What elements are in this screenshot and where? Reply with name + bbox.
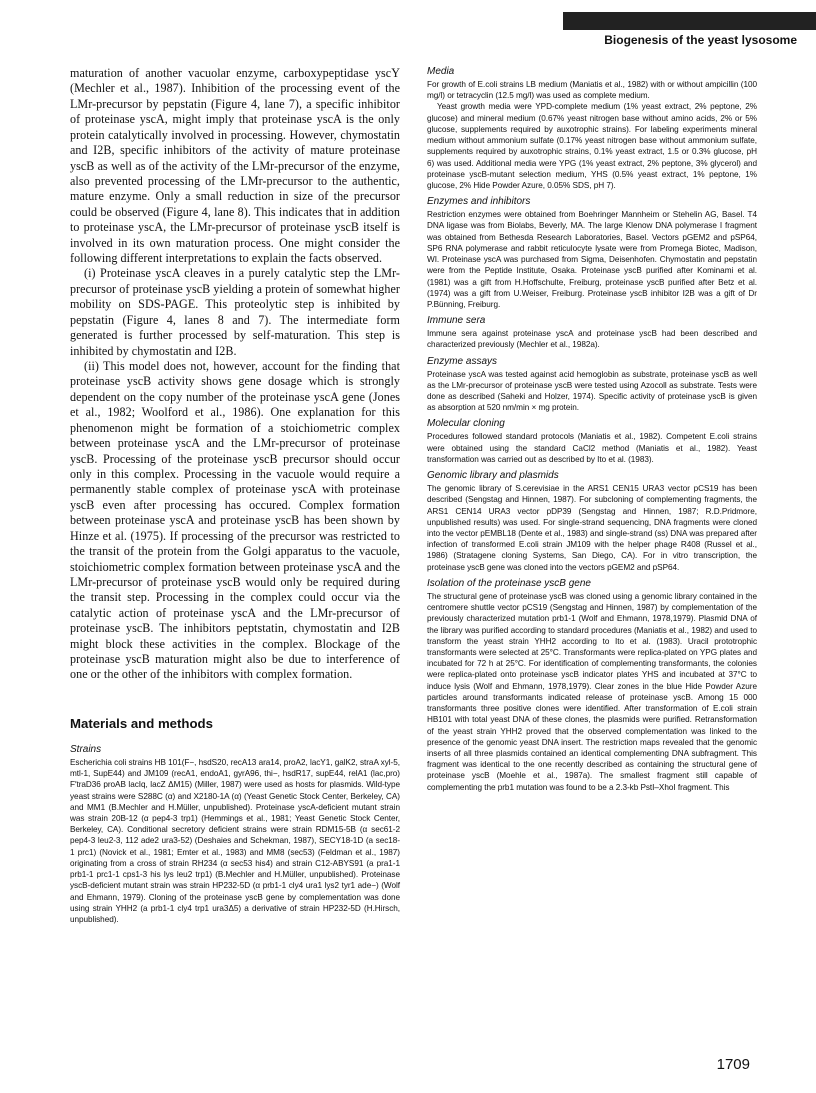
running-header-title: Biogenesis of the yeast lysosome <box>604 33 797 47</box>
immune-sera-paragraph: Immune sera against proteinase yscA and proteinase yscB had been described and characterized previously (Mechler et al., 1982a). <box>427 329 757 350</box>
subheading-immune-sera: Immune sera <box>427 315 486 327</box>
body-paragraph: maturation of another vacuolar enzyme, carboxypeptidase yscY (Mechler et al., 1987). Inhibition of the processing event of the LMr-precursor by pepstatin (Figure 4, lane 7), a specific inhibitor of proteinase yscA, might imply that proteinase yscA is the only protein catalytically involved in processing. However, chymostatin and I2B, specific inhibitors of the activity of mature proteinase yscB as well as of the activity of the LMr-precursor of the enzyme, also prevented processing of the LMr-precursor to the authentic, mature enzyme. Only a small reduction in size of the precursor could be observed (Figure 4, lane 8). This indicates that in addition to proteinase yscA, the LMr-precursor of proteinase yscB itself is involved in its own maturation process. One might consider the following different interpretations to explain the facts observed. <box>70 66 400 266</box>
strains-paragraph: Escherichia coli strains HB 101(F−, hsdS20, recA13 ara14, proA2, lacY1, galK2, straA xyl-5, mtl-1, SupE44) and JM109 (recA1, endoA1, gyrA96, thi−, hsdR17, supE44, relA1 (lac,pro) F′traD36 proAB lacIq, lacZ ΔM15) (Miller, 1987) were used as hosts for plasmids. Wild-type yeast strains were S288C (α) and X2180-1A (α) (Yeast Genetic Stock Center, Berkeley, CA) and MM1 (B.Mechler and H.Müller, unpublished). Proteinase yscA-deficient mutant strain was strain 20B-12 (α pep4-3 trp1) (Hemmings et al., 1981; Yeast Genetic Stock Center, Berkeley, CA). Conditional secretory deficient strains were strain RDM15-5B (α sec61-2 pep4-3 leu2-3, 112 ade2 ura3-52) (Deshaies and Schekman, 1987), SECY18-1D (a sec18-1 prc1) (Novick et al., 1981; Emter et al., 1983) and MM8 (sec53) (Feldman et al., 1987) originating from a cross of strain RH234 (α sec53 his4) and strain C12-ABYS91 (a pra1-1 prb1-1 prc1-1 cps1-3 his lys leu2 trp1) (B.Mechler and H.Müller, unpublished). Proteinase yscB-deficient mutant strain was strain HP232-5D (α prb1-1 cly4 ura1 lys2 tyr1 ade−) (Wolf and Ehmann, 1979). Cloning of the proteinase yscB gene by complementation was done using strain YHH2 (a prb1-1 cly4 trp1 ura3Δ5) a derivative of strain HP232-5D (H.Hirsch, unpublished). <box>70 757 400 924</box>
subheading-isolation-yscb-gene: Isolation of the proteinase yscB gene <box>427 577 591 589</box>
section-heading-materials-methods: Materials and methods <box>70 715 213 731</box>
subheading-genomic-library: Genomic library and plasmids <box>427 470 559 482</box>
page-number: 1709 <box>716 1056 750 1073</box>
left-column <box>70 66 400 925</box>
enzymes-paragraph: Restriction enzymes were obtained from Boehringer Mannheim or Stehelin AG, Basel. T4 DNA ligase was from Biolabs, Beverly, MA. The large Klenow DNA polymerase I fragment was obtained from Bethesda Research Laboratories, Basel. Vectors pGEM2 and pSP64, SP6 RNA polymerase and rabbit reticulocyte lysate were from Promega Biotec, Madison, WI. Proteinase yscA was purchased from Sigma, Deisenhofen. Chymostatin and pepstatin were from the Peptide Institute, Osaka. Proteinase yscB purified after Kominami et al. (1981) was a gift from H.Hoffschulte, Freiburg, proteinase yscB purified after Betz et al. (1974) was a gift from U.Weiser, Freiburg. Proteinase yscB inhibitor I2B was a gift of Dr P.Bünning, Freiburg. <box>427 210 757 309</box>
subheading-enzyme-assays: Enzyme assays <box>427 355 498 367</box>
enzyme-assays-paragraph: Proteinase yscA was tested against acid hemoglobin as substrate, proteinase yscB as well as the LMr-precursor of proteinase yscB were tested using Azocoll as substrate. Tests were done as described (Saheki and Holzer, 1974). Specific activity of proteinase yscB is given as absorption at 520 nm/min × mg protein. <box>427 369 757 413</box>
header-bar <box>563 12 816 30</box>
right-column <box>427 66 757 793</box>
subheading-molecular-cloning: Molecular cloning <box>427 418 505 430</box>
body-paragraph: (i) Proteinase yscA cleaves in a purely catalytic step the LMr-precursor of proteinase yscB yielding a protein of somewhat higher mobility on SDS-PAGE. This proteolytic step is inhibited by pepstatin (Figure 4, lanes 8 and 7). The intermediate form generated is further processed by self-maturation. This step is inhibited by chymostatin and I2B. <box>70 266 400 358</box>
media-paragraph: For growth of E.coli strains LB medium (Maniatis et al., 1982) with or without ampicillin (100 mg/l) or tetracyclin (12.5 mg/l) was used as complete medium. <box>427 80 757 101</box>
subheading-media: Media <box>427 66 455 77</box>
body-paragraph: (ii) This model does not, however, account for the finding that proteinase yscB activity shows gene dosage which is strongly dependent on the copy number of the proteinase yscA gene (Jones et al., 1982; Woolford et al., 1986). One explanation for this phenomenon might be formation of a stoichiometric complex between proteinase yscA and the LMr-precursor of proteinase yscB. Processing of the proteinase yscB precursor should occur only in this complex. Processing in the vacuole would require a permanently stable complex of proteinase yscA with proteinase yscB even after processing has occured. Complex formation between proteinase yscA and proteinase yscB has been shown by Hinze et al. (1975). If processing of the precursor was restricted to the transit of the protein from the Golgi apparatus to the vacuole, stoichiometric complex formation between proteinase yscA and the LMr-precursor of proteinase yscB would only be required during the transit step. Processing in the complex could occur via the catalytic action of proteinase yscA and the LMr-precursor of proteinase yscB. The inhibitors peptstatin, chymostatin and I2B might block these activities in the complex. Blockage of the proteinase yscB maturation might also be due to interference of one or the other of the inhibitors with complex formation. <box>70 359 400 682</box>
molecular-cloning-paragraph: Procedures followed standard protocols (Maniatis et al., 1982). Competent E.coli strains were obtained using the standard CaCl2 method (Maniatis et al., 1982). Yeast transformation was carried out as described by Ito et al. (1983). <box>427 432 757 464</box>
subheading-enzymes-inhibitors: Enzymes and inhibitors <box>427 196 531 208</box>
genomic-library-paragraph: The genomic library of S.cerevisiae in the ARS1 CEN15 URA3 vector pCS19 has been described (Sengstag and Hinnen, 1987). For subcloning of complementing fragments, the ARS1 CEN14 URA3 vector pDP39 (Sengstag and Hinnen, 1987; R.D.Pridmore, unpublished results) was used. For single-strand sequencing, DNA fragments were cloned into the vector pEMBL18 (Dente et al., 1983) and single-strand (ss) DNA was prepared after infection of transformed E.coli strain JM109 with the helper phage R408 (Russel et al., 1986) (Stratagene cloning Systems, San Diego, CA). For in vitro transcription, the proteinase yscB gene was cloned into the vectors pGEM2 and pSP64. <box>427 484 757 572</box>
subheading-strains: Strains <box>70 743 102 755</box>
media-paragraph: Yeast growth media were YPD-complete medium (1% yeast extract, 2% peptone, 2% glucose) and mineral medium (0.67% yeast nitrogen base without amino acids, 2% or 5% glucose, supplements required by auxotrophic strains). For labeling experiments mineral medium without ammonium sulfate (0.17% yeast nitrogen base without ammonium sulfate, supplements required by auxotrophic strains, 0.1% yeast extract, 1.5 or 0.3% glucose, pH 6) was used. Additional media were YPG (1% yeast extract, 2% peptone, 3% glycerol) and proteinase yscB-mutant selection medium, YHS (0.5% yeast extract, 1% peptone, 1% glucose, 2% Hide Powder Azure, 0.05% SDS, pH 7). <box>427 102 757 190</box>
isolation-paragraph: The structural gene of proteinase yscB was cloned using a genomic library contained in the centromere shuttle vector pCS19 (Sengstag and Hinnen, 1987) by complementation of the previously characterized mutation prb1-1 (Wolf and Ehmann, 1978,1979). Plasmid DNA of the library was purified according to standard procedures (Maniatis et al., 1982) and used to transform the yeast strain YHH2 according to Ito et al. (1983). Uracil prototrophic transformants were selected at 25°C. Transformants were replica-plated on YPG plates and incubated for 72 h at 25°C. For identification of complementing transformants, the colonies were replica-plated onto proteinase yscB indicator plates YHS and incubated at 37°C to induce lysis (Wolf and Ehmann, 1978,1979). Clear zones in the blue Hide Powder Azure particles around transformants indicated release of proteinase yscB. Among 15 000 transformants three positive clones were identified. After transformation of E.coli strain HB101 with total yeast DNA of these clones, the plasmids were purified. Retransformation of the yeast strain YHH2 proved that the observed complementation was linked to the presence of the genomic yeast DNA insert. The restriction maps revealed that the genomic inserts of all three plasmids contained an identical complementing DNA subfragment. This fragment was identical to the one recently described as containing the structural gene of proteinase yscB (Moehle et al., 1987a). The smallest fragment still capable of complementing the prb1 mutation was found to be a 2.3-kb PstI–XhoI fragment. This <box>427 591 757 792</box>
